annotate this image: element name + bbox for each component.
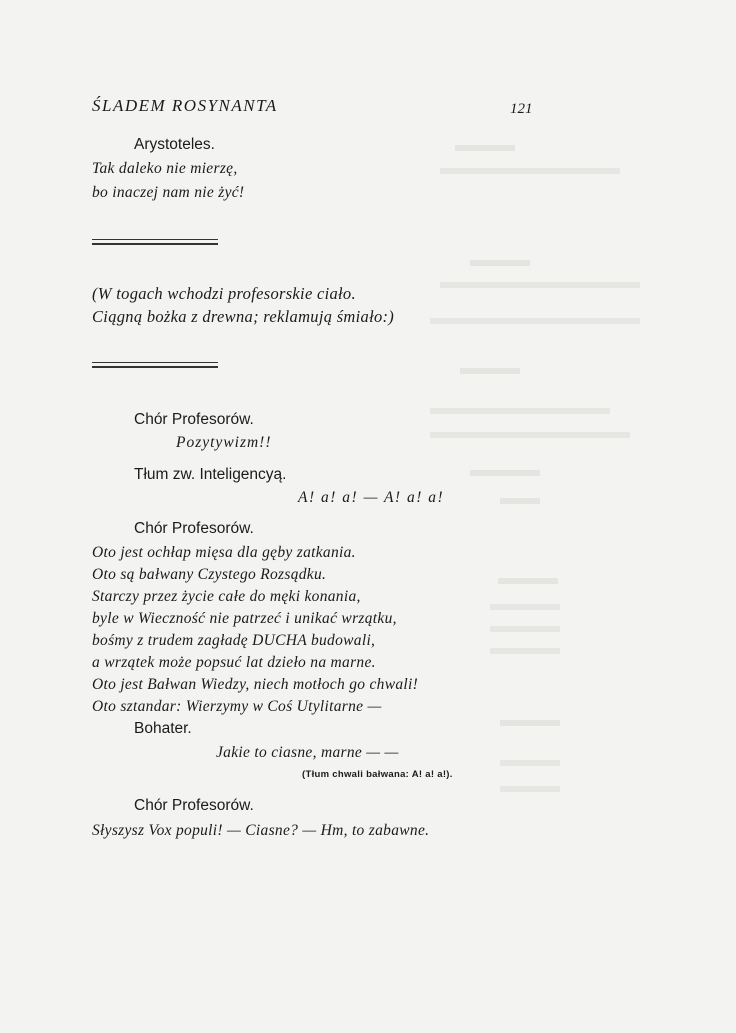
verse-line: Starczy przez życie całe do męki konania,	[92, 588, 361, 605]
section-divider	[92, 239, 218, 245]
speaker-chor-profesorow: Chór Profesorów.	[134, 797, 254, 814]
verse-line: Oto jest Bałwan Wiedzy, niech motłoch go chwali!	[92, 676, 419, 693]
verse-line: A! a! a! — A! a! a!	[298, 489, 445, 506]
section-divider	[92, 362, 218, 368]
verse-line: Oto sztandar: Wierzymy w Coś Utylitarne —	[92, 698, 382, 715]
stage-direction-line: (W togach wchodzi profesorskie ciało.	[92, 284, 356, 303]
verse-line: bośmy z trudem zagładę DUCHA budowali,	[92, 632, 376, 649]
verse-line: Oto są bałwany Czystego Rozsądku.	[92, 566, 327, 583]
stage-direction-line: Ciągną bożka z drewna; reklamują śmiało:)	[92, 307, 395, 326]
verse-line: a wrzątek może popsuć lat dzieło na marne.	[92, 654, 376, 671]
verse-line: Jakie to ciasne, marne — —	[216, 744, 399, 761]
running-header-title: ŚLADEM ROSYNANTA	[92, 96, 278, 115]
verse-line: byle w Wieczność nie patrzeć i unikać wrzątku,	[92, 610, 397, 627]
verse-line: Oto jest ochłap mięsa dla gęby zatkania.	[92, 544, 356, 561]
speaker-arystoteles: Arystoteles.	[134, 136, 215, 153]
speaker-bohater: Bohater.	[134, 720, 192, 737]
verse-line: Tak daleko nie mierzę,	[92, 160, 238, 177]
verse-line: Pozytywizm!!	[176, 434, 272, 451]
page-number: 121	[510, 101, 533, 117]
speaker-chor-profesorow: Chór Profesorów.	[134, 411, 254, 428]
speaker-tlum: Tłum zw. Inteligencyą.	[134, 466, 287, 483]
speaker-chor-profesorow: Chór Profesorów.	[134, 520, 254, 537]
verse-line: bo inaczej nam nie żyć!	[92, 184, 245, 201]
verse-line: Słyszysz Vox populi! — Ciasne? — Hm, to zabawne.	[92, 822, 430, 839]
stage-note: (Tłum chwali bałwana: A! a! a!).	[302, 769, 453, 780]
